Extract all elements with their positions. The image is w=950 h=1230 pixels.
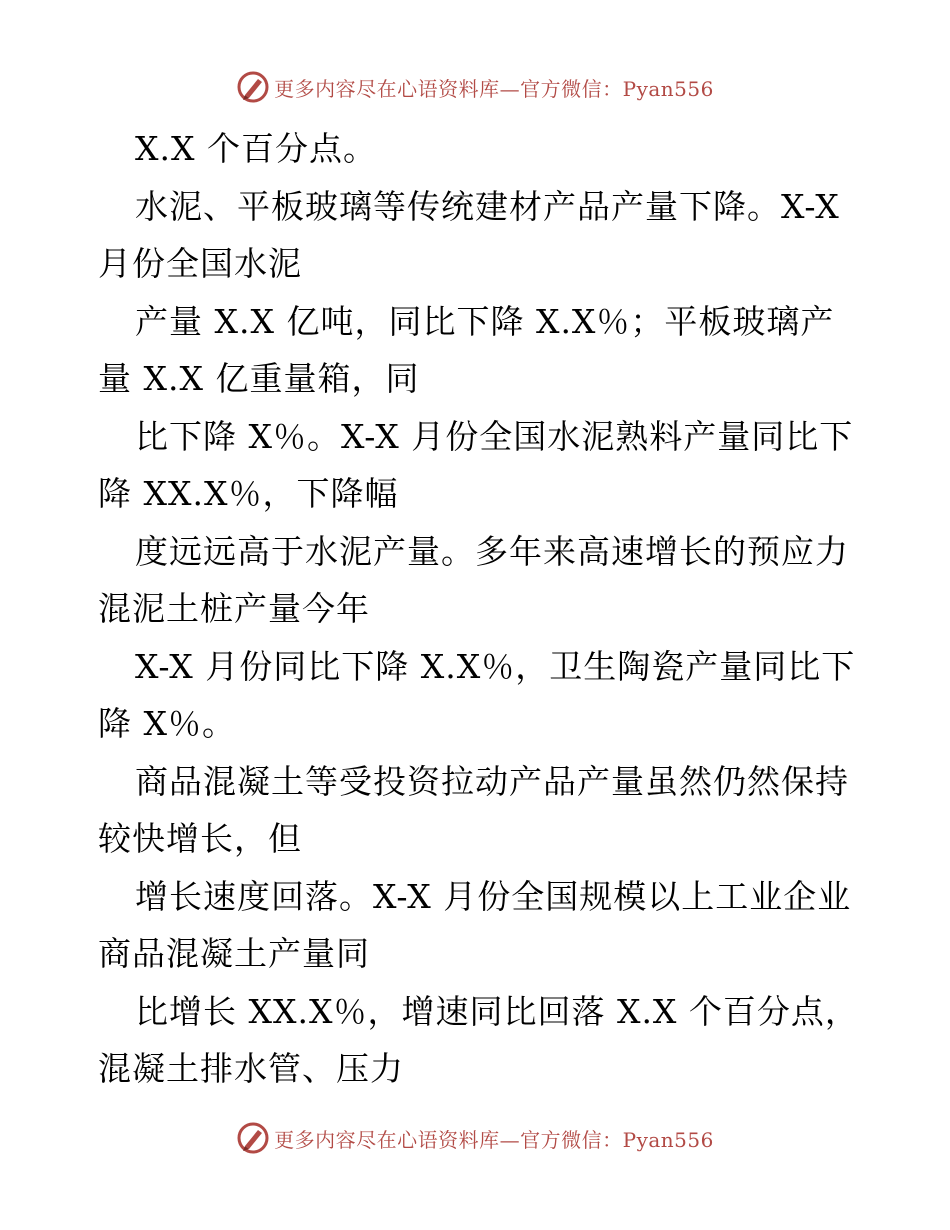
text-line: 商品混凝土等受投资拉动产品产量虽然仍然保持 [135, 761, 849, 801]
banner-text: 更多内容尽在心语资料库—官方微信：Pyan556 [274, 76, 714, 101]
text-line: 商品混凝土产量同 [98, 934, 370, 973]
pen-logo-icon [236, 70, 270, 104]
document-body [98, 120, 858, 1098]
text-line: 比下降 X％。X-X 月份全国水泥熟料产量同比下 [135, 416, 854, 456]
footer-banner [0, 1121, 950, 1155]
text-line: 量 X.X 亿重量箱，同 [98, 359, 420, 398]
text-line: 混凝土排水管、压力 [98, 1049, 404, 1088]
text-line: X-X 月份同比下降 X.X％，卫生陶瓷产量同比下 [135, 646, 856, 686]
paragraph [98, 120, 858, 1098]
text-line: 度远远高于水泥产量。多年来高速增长的预应力 [135, 531, 849, 571]
text-line: 混泥土桩产量今年 [98, 589, 370, 628]
header-banner [0, 70, 950, 104]
banner-text: 更多内容尽在心语资料库—官方微信：Pyan556 [274, 1127, 714, 1152]
text-line: 降 XX.X％，下降幅 [98, 474, 399, 513]
text-line: 月份全国水泥 [98, 244, 302, 283]
pen-logo-icon [236, 1121, 270, 1155]
text-line: 水泥、平板玻璃等传统建材产品产量下降。X-X [135, 186, 840, 226]
text-line: 比增长 XX.X％，增速同比回落 X.X 个百分点， [135, 991, 859, 1031]
text-line: 较快增长，但 [98, 819, 302, 858]
text-line: 增长速度回落。X-X 月份全国规模以上工业企业 [135, 876, 852, 916]
text-line: 产量 X.X 亿吨，同比下降 X.X％；平板玻璃产 [135, 301, 835, 341]
text-line: X.X 个百分点。 [135, 129, 377, 168]
text-line: 降 X％。 [98, 704, 236, 743]
